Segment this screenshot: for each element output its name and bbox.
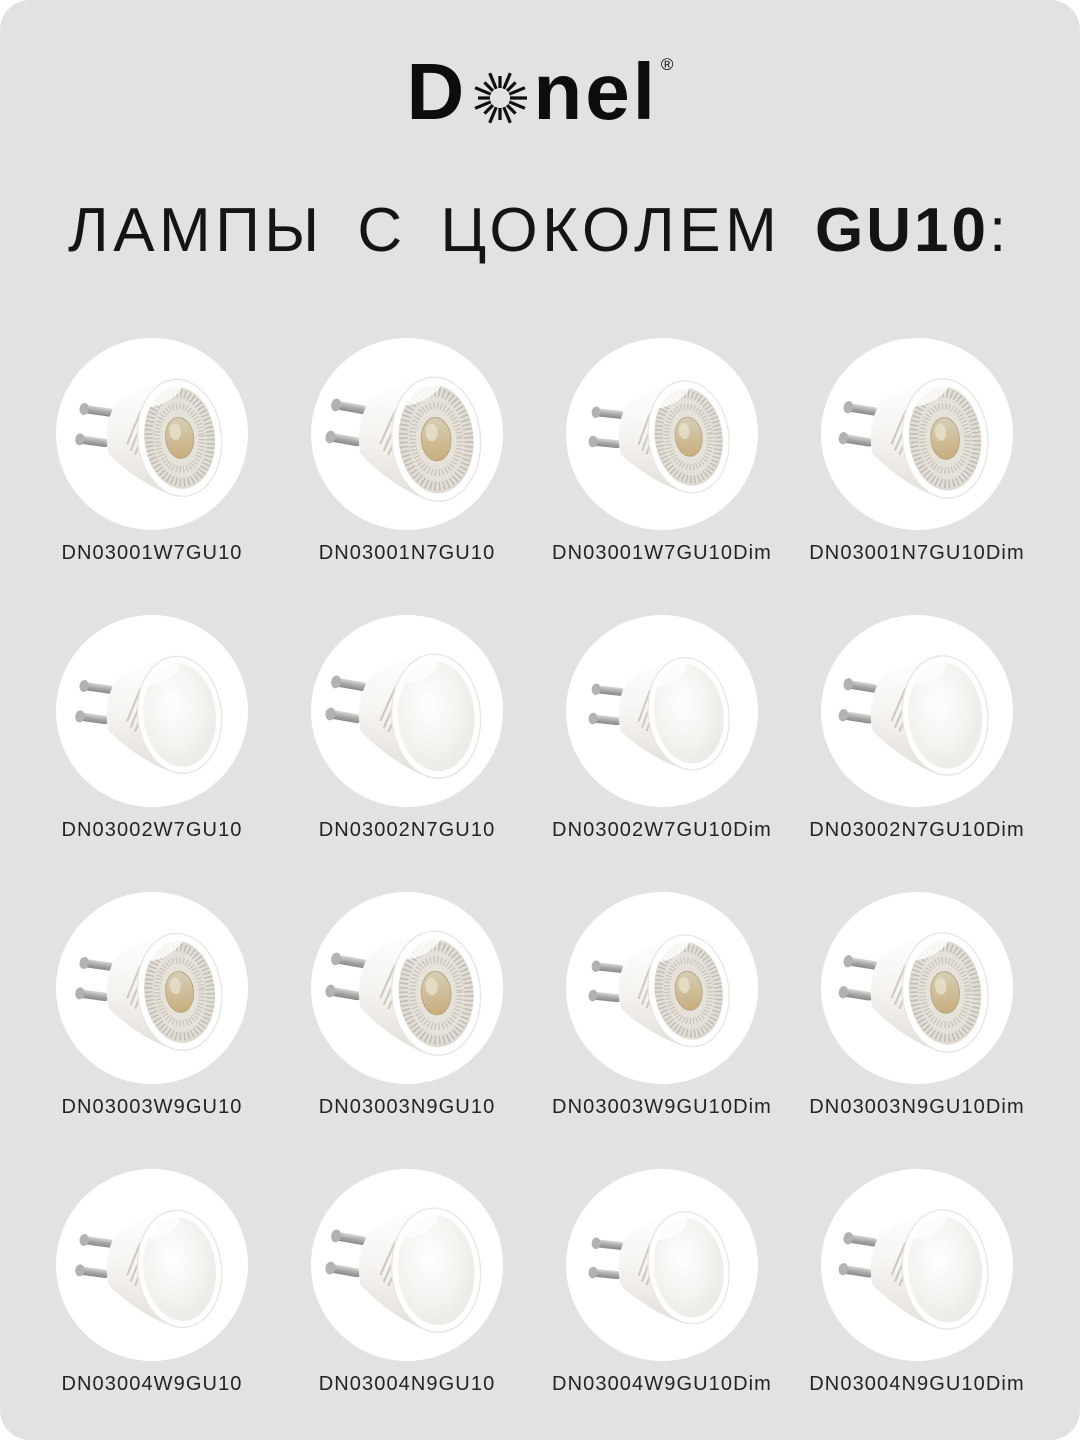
product-code: DN03003W9GU10 (61, 1096, 243, 1118)
registered-trademark: ® (660, 55, 674, 74)
gu10-lamp-frosted-icon (566, 1169, 758, 1361)
product-code: DN03004W9GU10 (61, 1373, 243, 1395)
title-highlight: GU10 (814, 196, 989, 265)
product-image (56, 615, 248, 807)
product-card (552, 615, 772, 842)
product-card (56, 1169, 248, 1396)
product-image (311, 615, 503, 807)
gu10-lamp-frosted-icon (566, 615, 758, 807)
product-grid (56, 338, 1025, 1396)
product-code: DN03002W7GU10Dim (552, 819, 772, 841)
product-code: DN03004W9GU10Dim (552, 1373, 772, 1395)
brand-logo (0, 47, 1080, 136)
product-code: DN03001W7GU10Dim (552, 542, 772, 564)
gu10-lamp-clear-icon (566, 892, 758, 1084)
product-image (566, 892, 758, 1084)
product-code: DN03003N9GU10 (318, 1096, 496, 1118)
product-image (821, 1169, 1013, 1361)
gu10-lamp-frosted-icon (821, 1169, 1013, 1361)
logo-letters-nel: nel (533, 47, 658, 136)
product-code: DN03002N7GU10 (318, 819, 496, 841)
product-card (552, 338, 772, 565)
product-code: DN03002N7GU10Dim (809, 819, 1025, 841)
gu10-lamp-clear-icon (821, 338, 1013, 530)
product-image (311, 892, 503, 1084)
product-card (809, 892, 1025, 1119)
product-image (311, 338, 503, 530)
product-card (809, 1169, 1025, 1396)
gu10-lamp-frosted-icon (56, 615, 248, 807)
gu10-lamp-frosted-icon (821, 615, 1013, 807)
product-card (311, 338, 503, 565)
gu10-lamp-frosted-icon (311, 615, 503, 807)
gu10-lamp-clear-icon (566, 338, 758, 530)
title-text: ЛАМПЫ С ЦОКОЛЕМ (68, 196, 782, 265)
product-image (56, 338, 248, 530)
product-image (566, 615, 758, 807)
product-image (821, 615, 1013, 807)
product-image (566, 338, 758, 530)
page-title (68, 196, 1011, 265)
product-card (552, 892, 772, 1119)
product-code: DN03004N9GU10Dim (809, 1373, 1025, 1395)
product-code: DN03002W7GU10 (61, 819, 243, 841)
product-image (56, 1169, 248, 1361)
product-card (56, 615, 248, 842)
product-card (56, 338, 248, 565)
product-code: DN03003N9GU10Dim (809, 1096, 1025, 1118)
title-colon: : (988, 196, 1011, 265)
product-image (56, 892, 248, 1084)
product-card (311, 892, 503, 1119)
gu10-lamp-clear-icon (311, 338, 503, 530)
product-code: DN03004N9GU10 (318, 1373, 496, 1395)
product-card (311, 1169, 503, 1396)
product-card (809, 615, 1025, 842)
product-card (552, 1169, 772, 1396)
product-code: DN03003W9GU10Dim (552, 1096, 772, 1118)
product-card (311, 615, 503, 842)
product-image (311, 1169, 503, 1361)
product-code: DN03001N7GU10 (318, 542, 496, 564)
product-image (821, 338, 1013, 530)
product-code: DN03001W7GU10 (61, 542, 243, 564)
product-card (56, 892, 248, 1119)
gu10-lamp-clear-icon (56, 892, 248, 1084)
starburst-icon (470, 68, 530, 128)
product-image (566, 1169, 758, 1361)
product-code: DN03001N7GU10Dim (809, 542, 1025, 564)
gu10-lamp-frosted-icon (311, 1169, 503, 1361)
logo-letter-d: D (406, 47, 468, 136)
product-card (809, 338, 1025, 565)
gu10-lamp-clear-icon (311, 892, 503, 1084)
product-image (821, 892, 1013, 1084)
gu10-lamp-clear-icon (821, 892, 1013, 1084)
gu10-lamp-frosted-icon (56, 1169, 248, 1361)
gu10-lamp-clear-icon (56, 338, 248, 530)
